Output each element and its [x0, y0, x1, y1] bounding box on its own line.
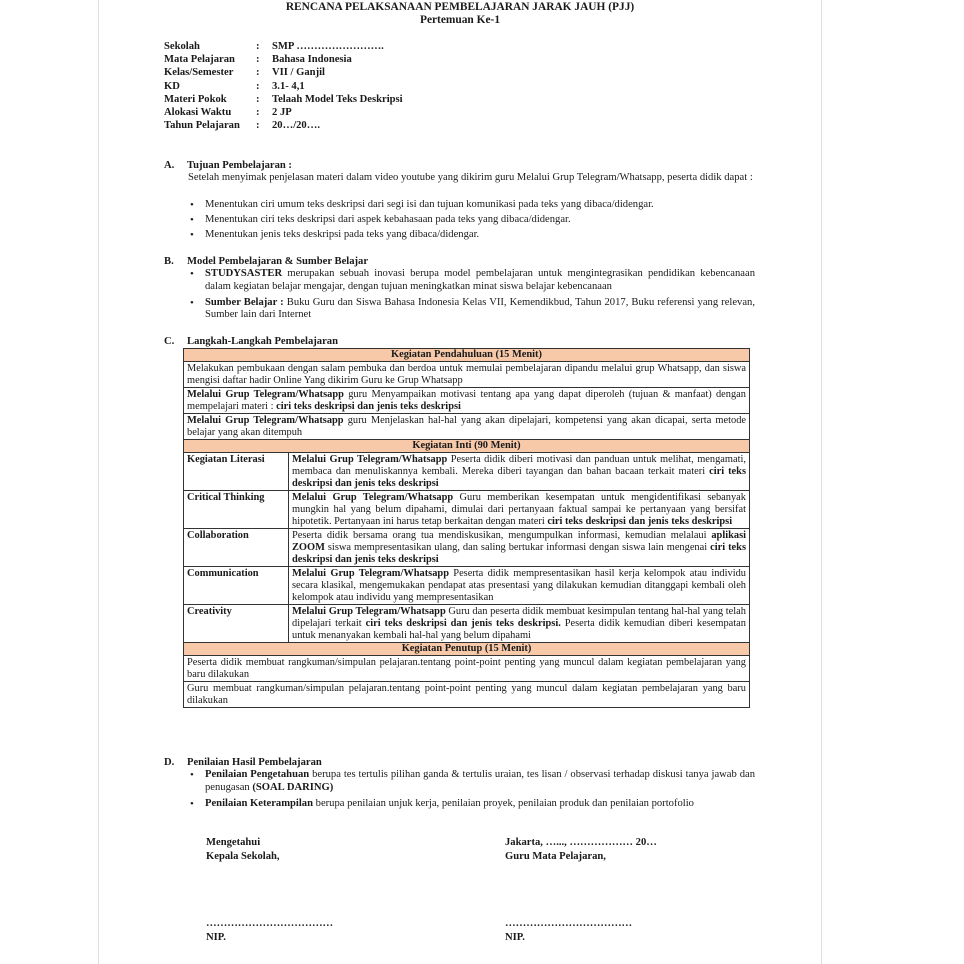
- table-row: Peserta didik membuat rangkuman/simpulan pelajaran.tentang point-point penting yang muncul dalam kegiatan pembelajaran yang baru dilakukan: [184, 656, 750, 682]
- section-a-list: [188, 199, 755, 241]
- document-subtitle: Pertemuan Ke-1: [419, 14, 501, 26]
- section-a-heading: A. Tujuan Pembelajaran :: [164, 160, 292, 171]
- inti-header: Kegiatan Inti (90 Menit): [184, 440, 750, 453]
- section-a-intro: Setelah menyimak penjelasan materi dalam video youtube yang dikirim guru Melalui Grup Telegram/Whatsapp, peserta didik dapat :: [188, 172, 753, 183]
- table-row: Melalui Grup Telegram/Whatsapp guru Menyampaikan motivasi tentang apa yang dapat diperoleh (tujuan & manfaat) dengan mempelajari materi : ciri teks deskripsi dan jenis teks deskripsi: [184, 388, 750, 414]
- section-b-heading: B. Model Pembelajaran & Sumber Belajar: [164, 256, 369, 267]
- table-cell: Melalui Grup Telegram/Whatsapp Guru memberikan kesempatan untuk mengidentifikasi sebanyak mungkin hal yang belum dipahami, dimulai dari pertanyaan faktual sampai ke pertanyaan yang bersifat hipotetik. Pertanyaan ini harus tetap berkaitan dengan materi ciri teks deskripsi dan jenis teks deskripsi: [289, 491, 750, 529]
- list-item: • STUDYSASTER merupakan sebuah inovasi berupa model pembelajaran untuk mengintegrasikan pendidikan kebencanaan dalam kegiatan belajar mengajar, dengan tujuan meningkatkan minat siswa belajar kebencanaan: [188, 268, 755, 294]
- signature-right-line: ……………………………… NIP.: [505, 918, 633, 943]
- list-item: • Penilaian Keterampilan berupa penilaian unjuk kerja, penilaian proyek, penilaian produk dan penilaian portofolio: [188, 798, 755, 811]
- identity-row: Materi Pokok : Telaah Model Teks Deskripsi: [164, 93, 403, 105]
- identity-row: Tahun Pelajaran : 20…/20….: [164, 120, 320, 132]
- table-cell: Melalui Grup Telegram/Whatsapp Guru dan peserta didik membuat kesimpulan tentang hal-hal yang telah dipelajari terkait ciri teks deskripsi dan jenis teks deskripsi. Peserta didik kemudian diberi kesempatan untuk menanyakan kembali hal-hal yang belum dipahami: [289, 605, 750, 643]
- table-row: Guru membuat rangkuman/simpulan pelajaran.tentang point-point penting yang muncul dalam kegiatan pembelajaran yang baru dilakukan: [184, 682, 750, 708]
- nip-label: NIP.: [206, 931, 226, 943]
- identity-row: Mata Pelajaran : Bahasa Indonesia: [164, 54, 352, 66]
- signature-left-line: ……………………………… NIP.: [206, 918, 334, 943]
- identity-row: Alokasi Waktu : 2 JP: [164, 107, 292, 119]
- nip-label: NIP.: [505, 931, 525, 943]
- document-page: [98, 0, 822, 964]
- list-item: • Menentukan jenis teks deskripsi pada teks yang dibaca/didengar.: [188, 229, 755, 242]
- signature-right: Jakarta, …..., ……………… 20… Guru Mata Pelajaran,: [505, 837, 657, 862]
- penutup-header: Kegiatan Penutup (15 Menit): [184, 643, 750, 656]
- table-row: Melalui Grup Telegram/Whatsapp guru Menjelaskan hal-hal yang akan dipelajari, kompetensi yang akan dicapai, serta metode belajar yang akan ditempuh: [184, 414, 750, 440]
- document-title: RENCANA PELAKSANAAN PEMBELAJARAN JARAK JAUH (PJJ): [285, 1, 635, 13]
- list-item: • Menentukan ciri umum teks deskripsi dari segi isi dan tujuan komunikasi pada teks yang dibaca/didengar.: [188, 199, 755, 212]
- section-c-heading: C. Langkah-Langkah Pembelajaran: [164, 336, 338, 347]
- row-label: Collaboration: [184, 529, 289, 567]
- pendahuluan-header: Kegiatan Pendahuluan (15 Menit): [184, 349, 750, 362]
- identity-block: [164, 40, 403, 132]
- table-cell: Melalui Grup Telegram/Whatsapp Peserta didik mempresentasikan hasil kerja kelompok atau individu secara klasikal, mengemukakan pendapat atas presentasi yang dilakukan kemudian ditanggapi kembali oleh kelompok atau individu yang mempresentasikan: [289, 567, 750, 605]
- list-item: • Penilaian Pengetahuan berupa tes tertulis pilihan ganda & tertulis uraian, tes lisan / observasi terhadap diskusi tanya jawab dan penugasan (SOAL DARING): [188, 769, 755, 795]
- section-d-heading: D. Penilaian Hasil Pembelajaran: [164, 757, 322, 768]
- section-d-list: [188, 769, 755, 810]
- section-b-list: [188, 268, 755, 322]
- learning-steps-table: [183, 348, 750, 708]
- table-cell: Peserta didik bersama orang tua mendiskusikan, mengumpulkan informasi, kemudian melalaui aplikasi ZOOM siswa mempresentasikan ulang, dan saling bertukar informasi dengan siswa lain mengenai ciri teks deskripsi dan jenis teks deskripsi: [289, 529, 750, 567]
- row-label: Critical Thinking: [184, 491, 289, 529]
- row-label: Communication: [184, 567, 289, 605]
- identity-row: Kelas/Semester : VII / Ganjil: [164, 67, 325, 79]
- list-item: • Menentukan ciri teks deskripsi dari aspek kebahasaan pada teks yang dibaca/didengar.: [188, 214, 755, 227]
- table-row: Melakukan pembukaan dengan salam pembuka dan berdoa untuk memulai pembelajaran dipandu melalui grup Whatsapp, dan siswa mengisi daftar hadir Online Yang dikirim Guru ke Grup Whatsapp: [184, 362, 750, 388]
- table-cell: Melalui Grup Telegram/Whatsapp Peserta didik diberi motivasi dan panduan untuk melihat, mengamati, membaca dan menuliskannya kembali. Mereka diberi tayangan dan bahan bacaan terkait materi ciri teks deskripsi dan jenis teks deskripsi: [289, 453, 750, 491]
- identity-row: KD : 3.1- 4,1: [164, 80, 305, 92]
- row-label: Kegiatan Literasi: [184, 453, 289, 491]
- row-label: Creativity: [184, 605, 289, 643]
- list-item: • Sumber Belajar : Buku Guru dan Siswa Bahasa Indonesia Kelas VII, Kemendikbud, Tahun 2017, Buku referensi yang relevan, Sumber lain dari Internet: [188, 297, 755, 323]
- identity-row: Sekolah : SMP …………………….: [164, 41, 384, 52]
- signature-left: Mengetahui Kepala Sekolah,: [206, 837, 280, 862]
